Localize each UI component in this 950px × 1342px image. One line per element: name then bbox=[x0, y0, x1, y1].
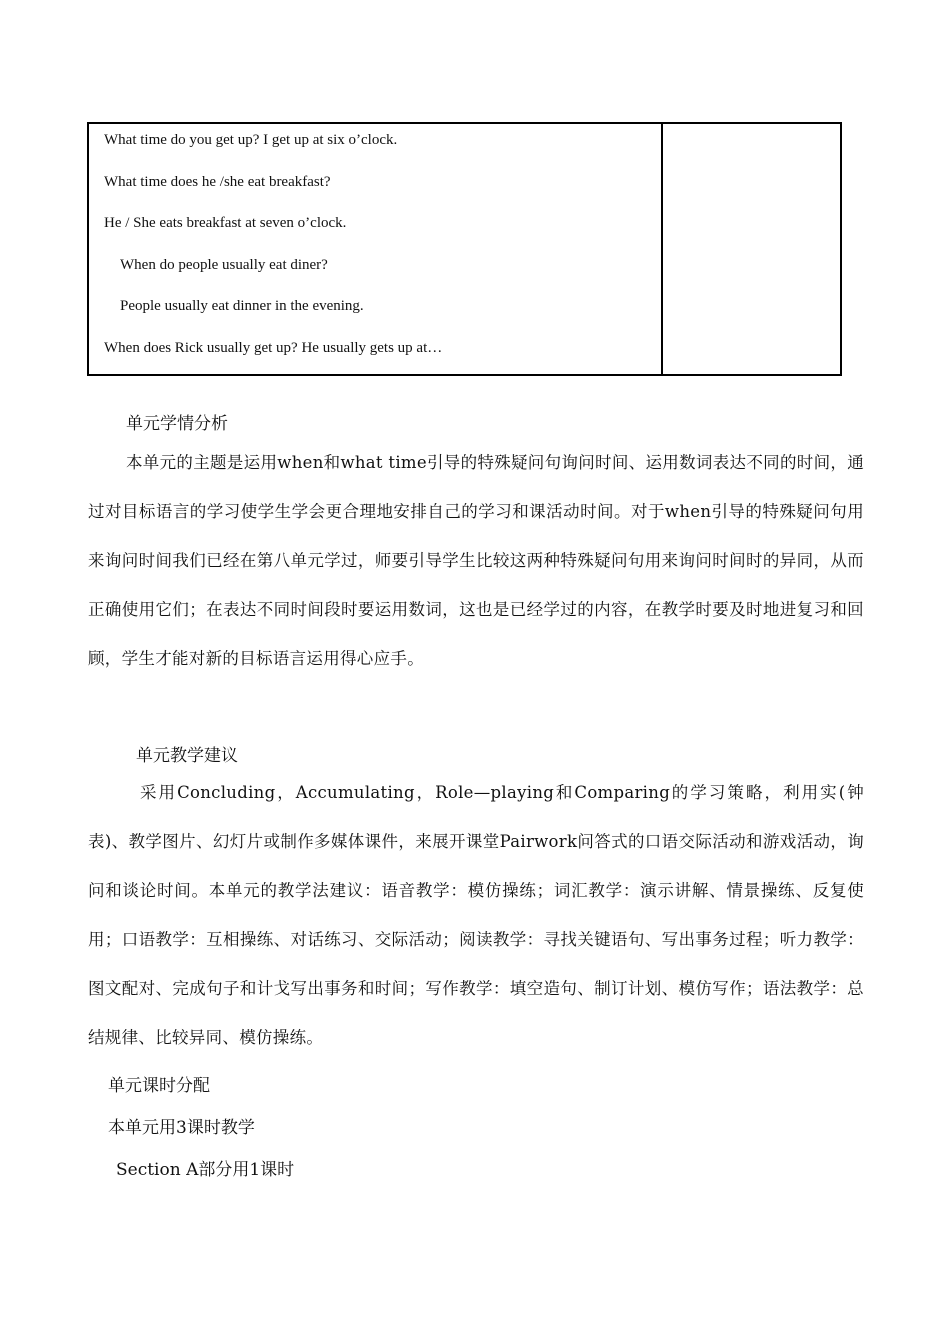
analysis-heading: 单元学情分析 bbox=[126, 414, 228, 434]
allocation-line-2: Section A部分用1课时 bbox=[116, 1160, 295, 1180]
sentence-table bbox=[87, 122, 842, 376]
suggestion-heading: 单元教学建议 bbox=[136, 746, 238, 766]
table-line: People usually eat dinner in the evening. bbox=[120, 298, 364, 314]
table-line: What time do you get up? I get up at six o’clock. bbox=[104, 132, 398, 148]
table-line: When do people usually eat diner? bbox=[120, 257, 328, 273]
table-line: When does Rick usually get up? He usually gets up at… bbox=[104, 340, 443, 356]
allocation-heading: 单元课时分配 bbox=[108, 1076, 210, 1096]
table-line: He / She eats breakfast at seven o’clock. bbox=[104, 215, 347, 231]
suggestion-paragraph: 采用Concluding，Accumulating，Role—playing和Comparing的学习策略，利用实(钟表)、教学图片、幻灯片或制作多媒体课件，来展开课堂Pairwork问答式的口语交际活动和游戏活动，询问和谈论时间。本单元的教学法建议：语音教学：模仿操练；词汇教学：演示讲解、情景操练、反复使用；口语教学：互相操练、对话练习、交际活动；阅读教学：寻找关键语句、写出事务过程；听力教学：图文配对、完成句子和计戈写出事务和时间；写作教学：填空造句、制订计划、模仿写作；语法教学：总结规律、比较异同、模仿操练。 bbox=[88, 783, 864, 1047]
analysis-paragraph: 本单元的主题是运用when和what time引导的特殊疑问句询问时间、运用数词表达不同的时间，通过对目标语言的学习使学生学会更合理地安排自己的学习和课活动时间。对于when引导的特殊疑问句用来询问时间我们已经在第八单元学过，师要引导学生比较这两种特殊疑问句用来询问时间时的异同，从而正确使用它们；在表达不同时间段时要运用数词，这也是已经学过的内容，在教学时要及时地进复习和回顾，学生才能对新的目标语言运用得心应手。 bbox=[88, 453, 864, 668]
table-line: What time does he /she eat breakfast? bbox=[104, 174, 331, 190]
table-divider bbox=[661, 124, 663, 374]
allocation-line-1: 本单元用3课时教学 bbox=[108, 1118, 255, 1138]
